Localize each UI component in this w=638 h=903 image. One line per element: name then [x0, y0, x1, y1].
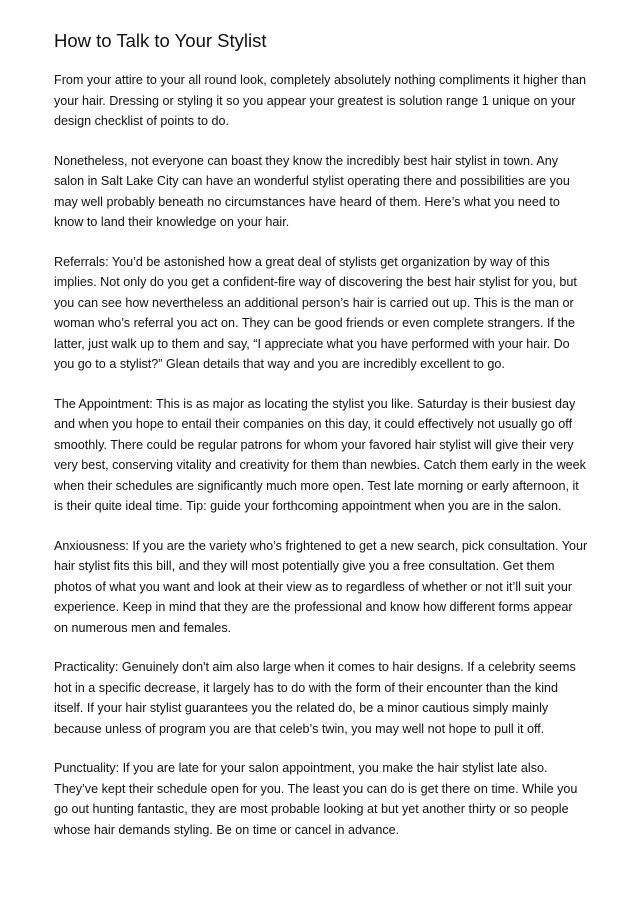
paragraph-practicality: Practicality: Genuinely don't aim also large when it comes to hair designs. If a celebrity seems hot in a specific decrease, it largely has to do with the form of their encounter than the kind itself. If your hair stylist guarantees you the related do, be a minor cautious simply mainly because unless of program you are that celeb’s twin, you may well not hope to pull it off.: [54, 660, 576, 736]
document-page: [54, 28, 590, 859]
paragraph-anxiousness: Anxiousness: If you are the variety who’s frightened to get a new search, pick consultation. Your hair stylist fits this bill, and they will most potentially give you a free consultation. Get them photos of what you want and look at their view as to regardless of whether or not it’ll suit your experience. Keep in mind that they are the professional and know how different forms appear on numerous men and females.: [54, 538, 588, 635]
paragraph-intro: From your attire to your all round look, completely absolutely nothing compliments it higher than your hair. Dressing or styling it so you appear your greatest is solution range 1 unique on your design checklist of points to do.: [54, 73, 586, 128]
paragraph-appointment: The Appointment: This is as major as locating the stylist you like. Saturday is their busiest day and when you hope to entail their companies on this day, it could effectively not usually go off smoothly. There could be regular patrons for whom your favored hair stylist will give their very very best, conserving vitality and creativity for them than newbies. Catch them early in the week when their schedules are significantly much more open. Test late morning or early afternoon, it is their quite ideal time. Tip: guide your forthcoming appointment when you are in the salon.: [54, 396, 586, 513]
paragraph-nonetheless: Nonetheless, not everyone can boast they know the incredibly best hair stylist in town. Any salon in Salt Lake City can have an wonderful stylist operating there and possibilities are you may well probably beneath no circumstances have heard of them. Here’s what you need to know to land their knowledge on your hair.: [54, 153, 570, 229]
paragraph-punctuality: Punctuality: If you are late for your salon appointment, you make the hair stylist late also. They’ve kept their schedule open for you. The least you can do is get there on time. While you go out hunting fantastic, they are most probable looking at but yet another thirty or so people whose hair demands styling. Be on time or cancel in advance.: [54, 761, 578, 837]
paragraph-referrals: Referrals: You’d be astonished how a great deal of stylists get organization by way of this implies. Not only do you get a confident-fire way of discovering the best hair stylist for you, but you can see how nevertheless an additional person’s hair is carried out up. This is the man or woman who’s referral you act on. They can be good friends or even complete strangers. If the latter, just walk up to them and say, “I appreciate what you have performed with your hair. Do you go to a stylist?” Glean details that way and you are incredibly excellent to go.: [54, 254, 577, 371]
document-title: How to Talk to Your Stylist: [54, 30, 267, 51]
